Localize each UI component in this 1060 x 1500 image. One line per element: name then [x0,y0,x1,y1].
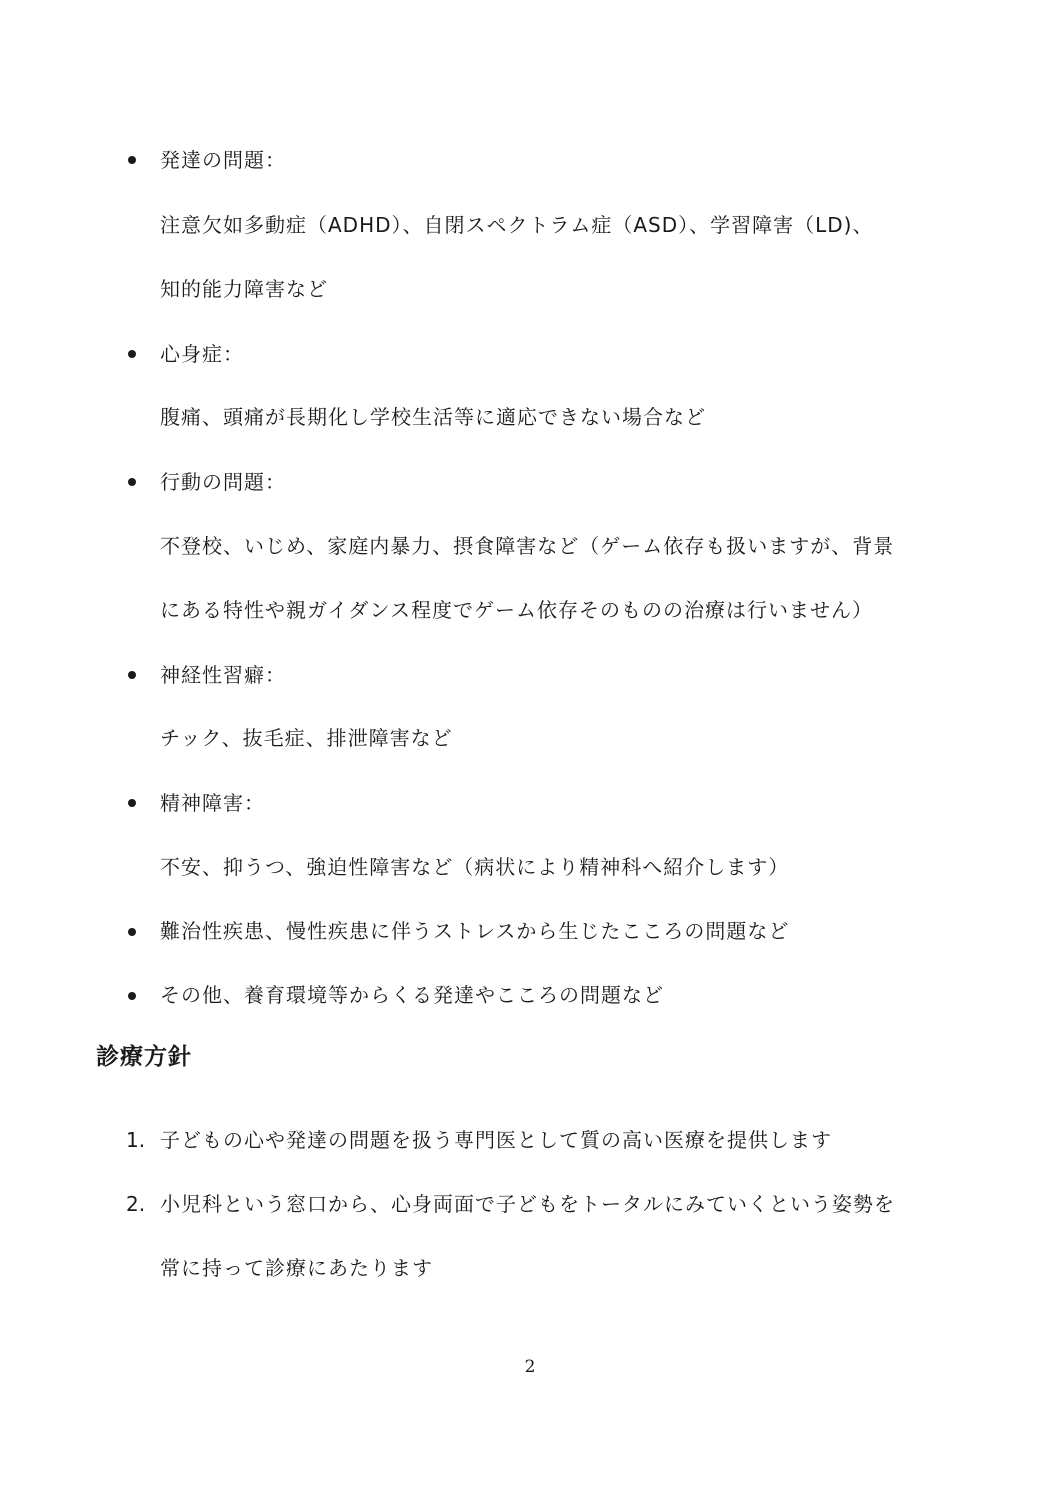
bullet-icon [128,350,136,358]
list-item-text: にある特性や親ガイダンス程度でゲーム依存そのものの治療は行いません） [160,598,873,622]
list-number: 2. [126,1192,146,1216]
list-item-title: 発達の問題： [160,148,286,172]
numbered-item-text: 常に持って診療にあたります [160,1256,433,1280]
numbered-item-text: 子どもの心や発達の問題を扱う専門医として質の高い医療を提供します [160,1128,832,1152]
bullet-icon [128,156,136,164]
list-item-text: 不登校、いじめ、家庭内暴力、摂食障害など（ゲーム依存も扱いますが、背景 [160,534,895,558]
list-item-title: 行動の問題： [160,470,286,494]
bullet-icon [128,478,136,486]
list-item-title: 心身症： [160,342,244,366]
list-item-title: その他、養育環境等からくる発達やこころの問題など [160,983,664,1007]
bullet-icon [128,799,136,807]
list-item-text: 注意欠如多動症（ADHD）、自閉スペクトラム症（ASD）、学習障害（LD)、 [160,213,874,237]
page-number: 2 [524,1357,536,1377]
numbered-item-text: 小児科という窓口から、心身両面で子どもをトータルにみていくという姿勢を [160,1192,895,1216]
list-item-title: 精神障害： [160,791,265,815]
list-item-title: 難治性疾患、慢性疾患に伴うストレスから生じたこころの問題など [160,919,790,943]
list-item-text: 不安、抑うつ、強迫性障害など（病状により精神科へ紹介します） [160,855,790,879]
section-heading: 診療方針 [96,1044,192,1070]
list-item-text: 知的能力障害など [160,277,328,301]
list-number: 1. [126,1128,146,1152]
bullet-icon [128,671,136,679]
bullet-icon [128,928,136,936]
bullet-icon [128,992,136,1000]
list-item-text: 腹痛、頭痛が長期化し学校生活等に適応できない場合など [160,405,706,429]
list-item-title: 神経性習癖： [160,663,286,687]
list-item-text: チック、抜毛症、排泄障害など [160,726,453,750]
